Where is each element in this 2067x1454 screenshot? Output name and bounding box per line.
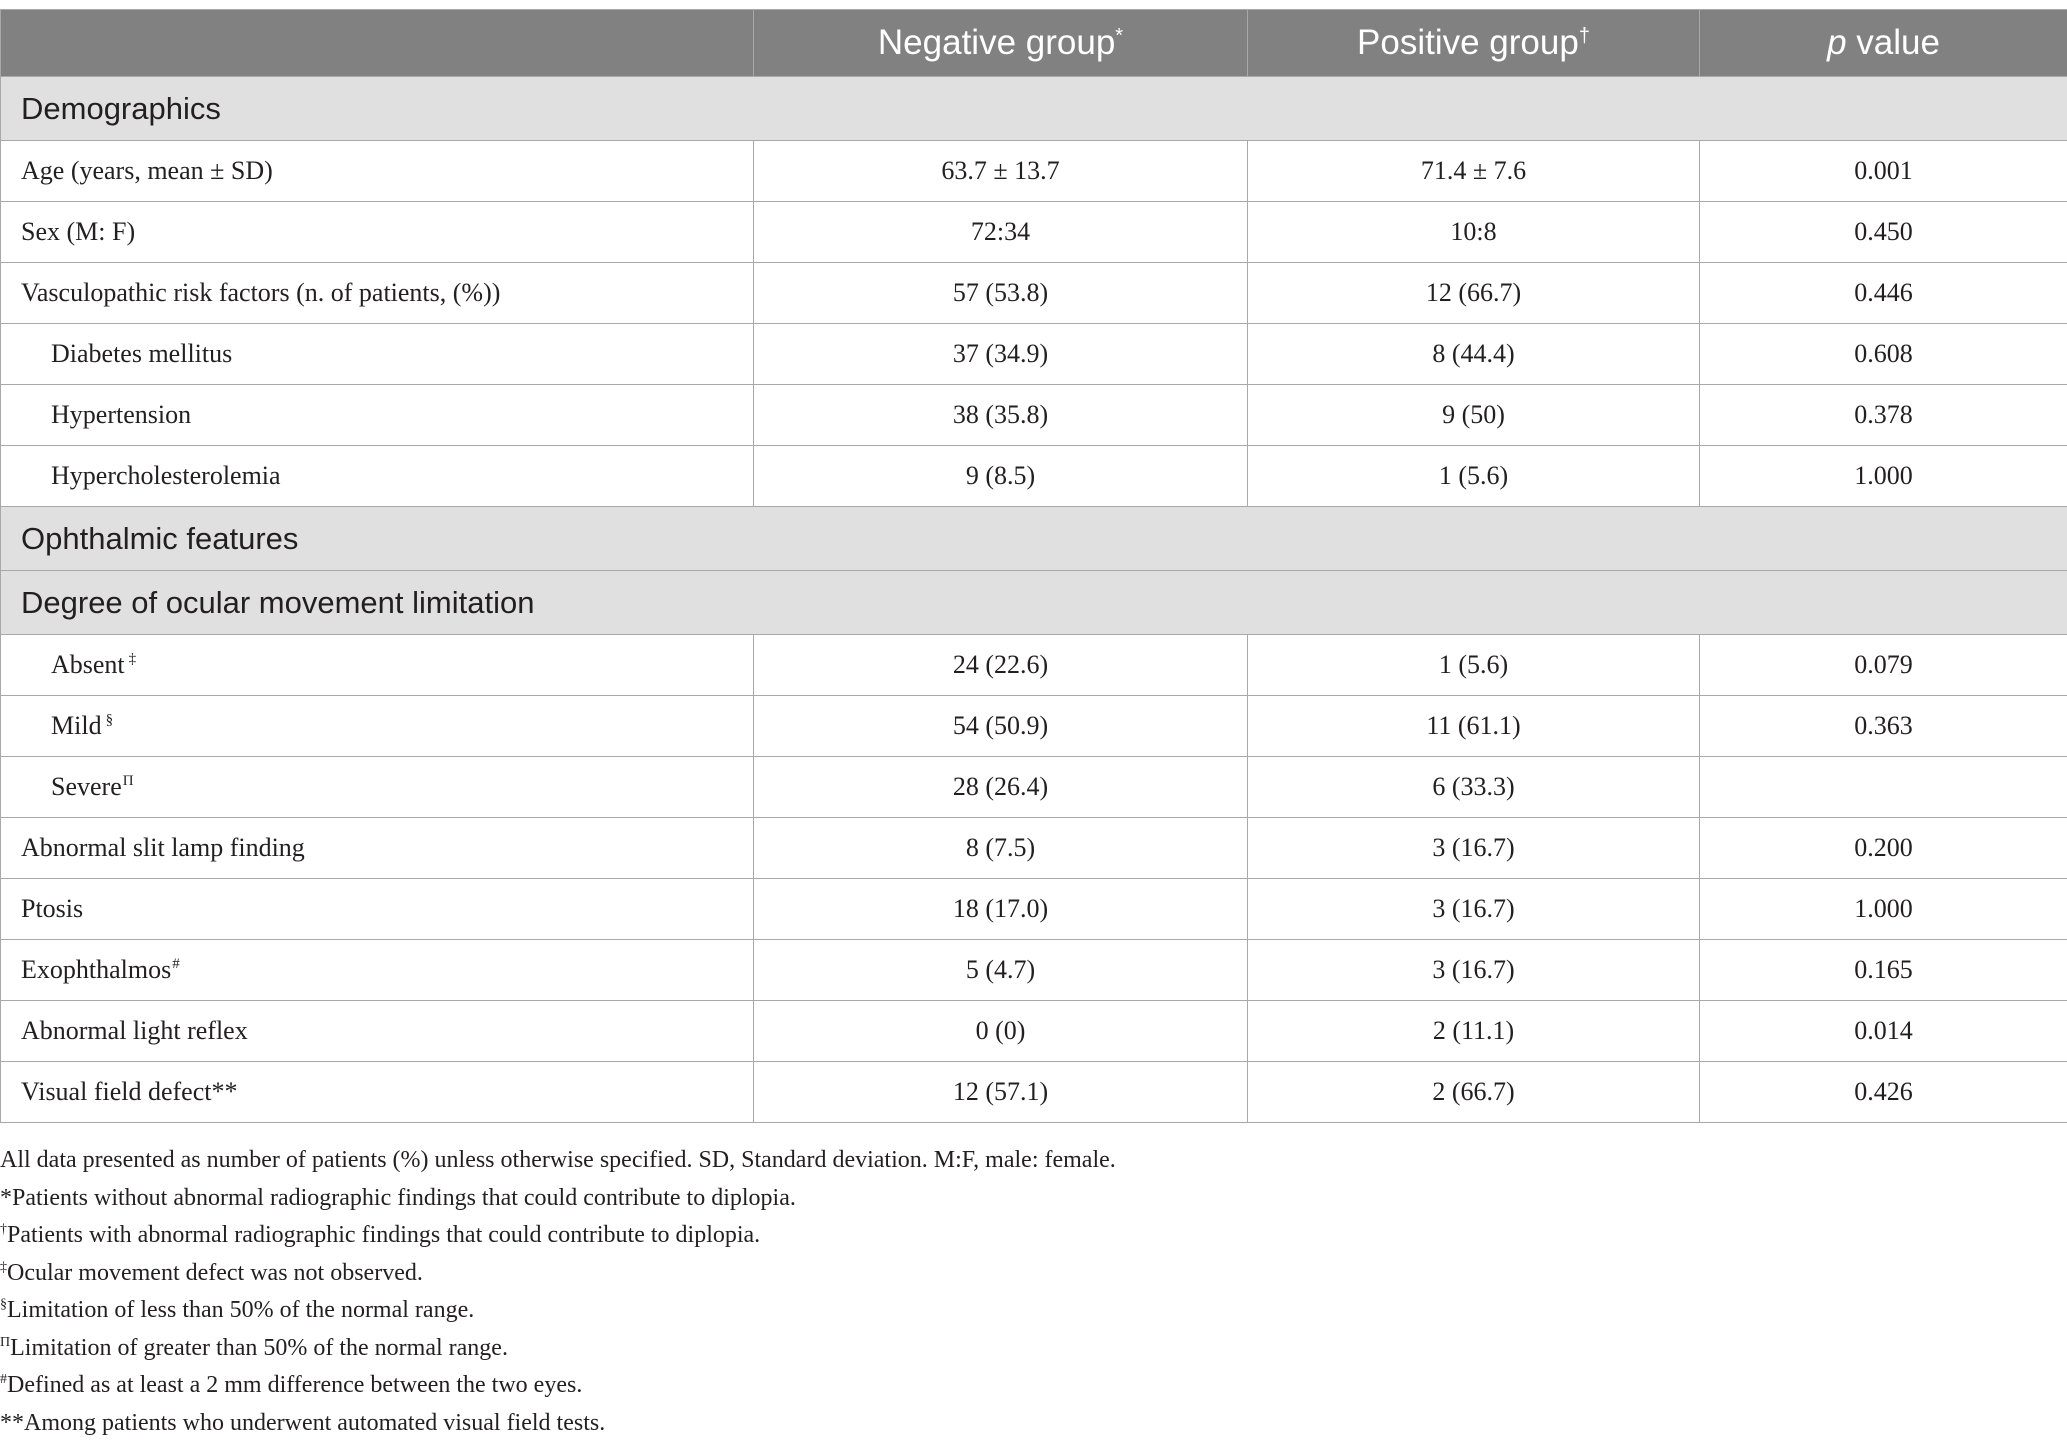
p-value: 0.165 [1700, 940, 2067, 1001]
table-row [1, 940, 2067, 1001]
positive-value: 2 (66.7) [1248, 1062, 1700, 1123]
footnote-line: §Limitation of less than 50% of the normal range. [0, 1297, 475, 1323]
table-footnotes [0, 1142, 2060, 1442]
header-p-value: p value [1700, 10, 2067, 77]
table-row [1, 635, 2067, 696]
negative-value: 72:34 [754, 202, 1248, 263]
negative-value: 24 (22.6) [754, 635, 1248, 696]
positive-value: 3 (16.7) [1248, 940, 1700, 1001]
p-value: 0.014 [1700, 1001, 2067, 1062]
footnote-line: *Patients without abnormal radiographic findings that could contribute to diplopia. [0, 1184, 796, 1211]
header-negative-mark: * [1115, 25, 1124, 47]
table-header-row [1, 10, 2067, 77]
positive-value: 8 (44.4) [1248, 324, 1700, 385]
table-row [1, 446, 2067, 507]
row-label: Abnormal light reflex [1, 1001, 754, 1062]
footnote-line: $^\Pi$Limitation of greater than 50% of the normal range. [0, 1334, 508, 1361]
positive-value: 11 (61.1) [1248, 696, 1700, 757]
header-positive-group: Positive group† [1248, 10, 1700, 77]
footnote-mark: § [105, 712, 114, 728]
negative-value: 5 (4.7) [754, 940, 1248, 1001]
table-row [1, 757, 2067, 818]
row-label: Diabetes mellitus [1, 324, 754, 385]
positive-value: 10:8 [1248, 202, 1700, 263]
p-value: 0.450 [1700, 202, 2067, 263]
negative-value: 57 (53.8) [754, 263, 1248, 324]
positive-value: 2 (11.1) [1248, 1001, 1700, 1062]
row-label: Visual field defect** [1, 1062, 754, 1123]
p-value: 0.378 [1700, 385, 2067, 446]
positive-value: 1 (5.6) [1248, 635, 1700, 696]
positive-value: 6 (33.3) [1248, 757, 1700, 818]
positive-value: 3 (16.7) [1248, 879, 1700, 940]
negative-value: 37 (34.9) [754, 324, 1248, 385]
table-row [1, 141, 2067, 202]
p-value: 0.079 [1700, 635, 2067, 696]
negative-value: 9 (8.5) [754, 446, 1248, 507]
negative-value: 63.7 ± 13.7 [754, 141, 1248, 202]
negative-value: 12 (57.1) [754, 1062, 1248, 1123]
section-row-degree [1, 571, 2067, 635]
table-row [1, 202, 2067, 263]
section-row-ophthalmic [1, 507, 2067, 571]
footnote-line: #Defined as at least a 2 mm difference between the two eyes. [0, 1372, 583, 1398]
footnote-mark: # [172, 956, 180, 972]
positive-value: 1 (5.6) [1248, 446, 1700, 507]
table-row [1, 263, 2067, 324]
table-row [1, 1062, 2067, 1123]
table-row [1, 696, 2067, 757]
p-value: 0.426 [1700, 1062, 2067, 1123]
negative-value: 54 (50.9) [754, 696, 1248, 757]
table-row [1, 818, 2067, 879]
footnote-mark: ‡ [128, 651, 137, 667]
positive-value: 9 (50) [1248, 385, 1700, 446]
row-label: Ptosis [1, 879, 754, 940]
p-value: 1.000 [1700, 446, 2067, 507]
p-value: 0.446 [1700, 263, 2067, 324]
table-row [1, 879, 2067, 940]
row-label: Hypertension [1, 385, 754, 446]
row-label: Age (years, mean ± SD) [1, 141, 754, 202]
negative-value: 18 (17.0) [754, 879, 1248, 940]
header-positive-mark: † [1578, 25, 1590, 47]
negative-value: 0 (0) [754, 1001, 1248, 1062]
p-value: 0.200 [1700, 818, 2067, 879]
row-label: Absent ‡ [1, 635, 754, 696]
row-label: Vasculopathic risk factors (n. of patients, (%)) [1, 263, 754, 324]
positive-value: 3 (16.7) [1248, 818, 1700, 879]
clinical-characteristics-table [0, 9, 2067, 1123]
footnote-line: †Patients with abnormal radiographic findings that could contribute to diplopia. [0, 1222, 761, 1248]
section-row-demographics [1, 77, 2067, 141]
negative-value: 38 (35.8) [754, 385, 1248, 446]
row-label: Sex (M: F) [1, 202, 754, 263]
positive-value: 71.4 ± 7.6 [1248, 141, 1700, 202]
footnote-line: **Among patients who underwent automated visual field tests. [0, 1409, 606, 1436]
row-label: Hypercholesterolemia [1, 446, 754, 507]
p-value: 1.000 [1700, 879, 2067, 940]
table-row [1, 385, 2067, 446]
negative-value: 28 (26.4) [754, 757, 1248, 818]
row-label: Mild § [1, 696, 754, 757]
footnote-line: All data presented as number of patients (%) unless otherwise specified. SD, Standard deviation. M:F, male: female. [0, 1147, 1116, 1173]
header-blank-cell [1, 10, 754, 77]
p-value: 0.608 [1700, 324, 2067, 385]
section-label: Degree of ocular movement limitation [1, 571, 2067, 635]
table-row [1, 324, 2067, 385]
row-label: Abnormal slit lamp finding [1, 818, 754, 879]
footnote-line: ‡Ocular movement defect was not observed. [0, 1259, 423, 1286]
header-negative-group: Negative group* [754, 10, 1248, 77]
section-label: Ophthalmic features [1, 507, 2067, 571]
p-value: 0.363 [1700, 696, 2067, 757]
p-value: 0.001 [1700, 141, 2067, 202]
negative-value: 8 (7.5) [754, 818, 1248, 879]
footnote-mark: Π [122, 773, 134, 789]
section-label: Demographics [1, 77, 2067, 141]
row-label: Severe$^\Pi$ [1, 757, 754, 818]
table-row [1, 1001, 2067, 1062]
p-value [1700, 757, 2067, 818]
row-label: Exophthalmos# [1, 940, 754, 1001]
positive-value: 12 (66.7) [1248, 263, 1700, 324]
